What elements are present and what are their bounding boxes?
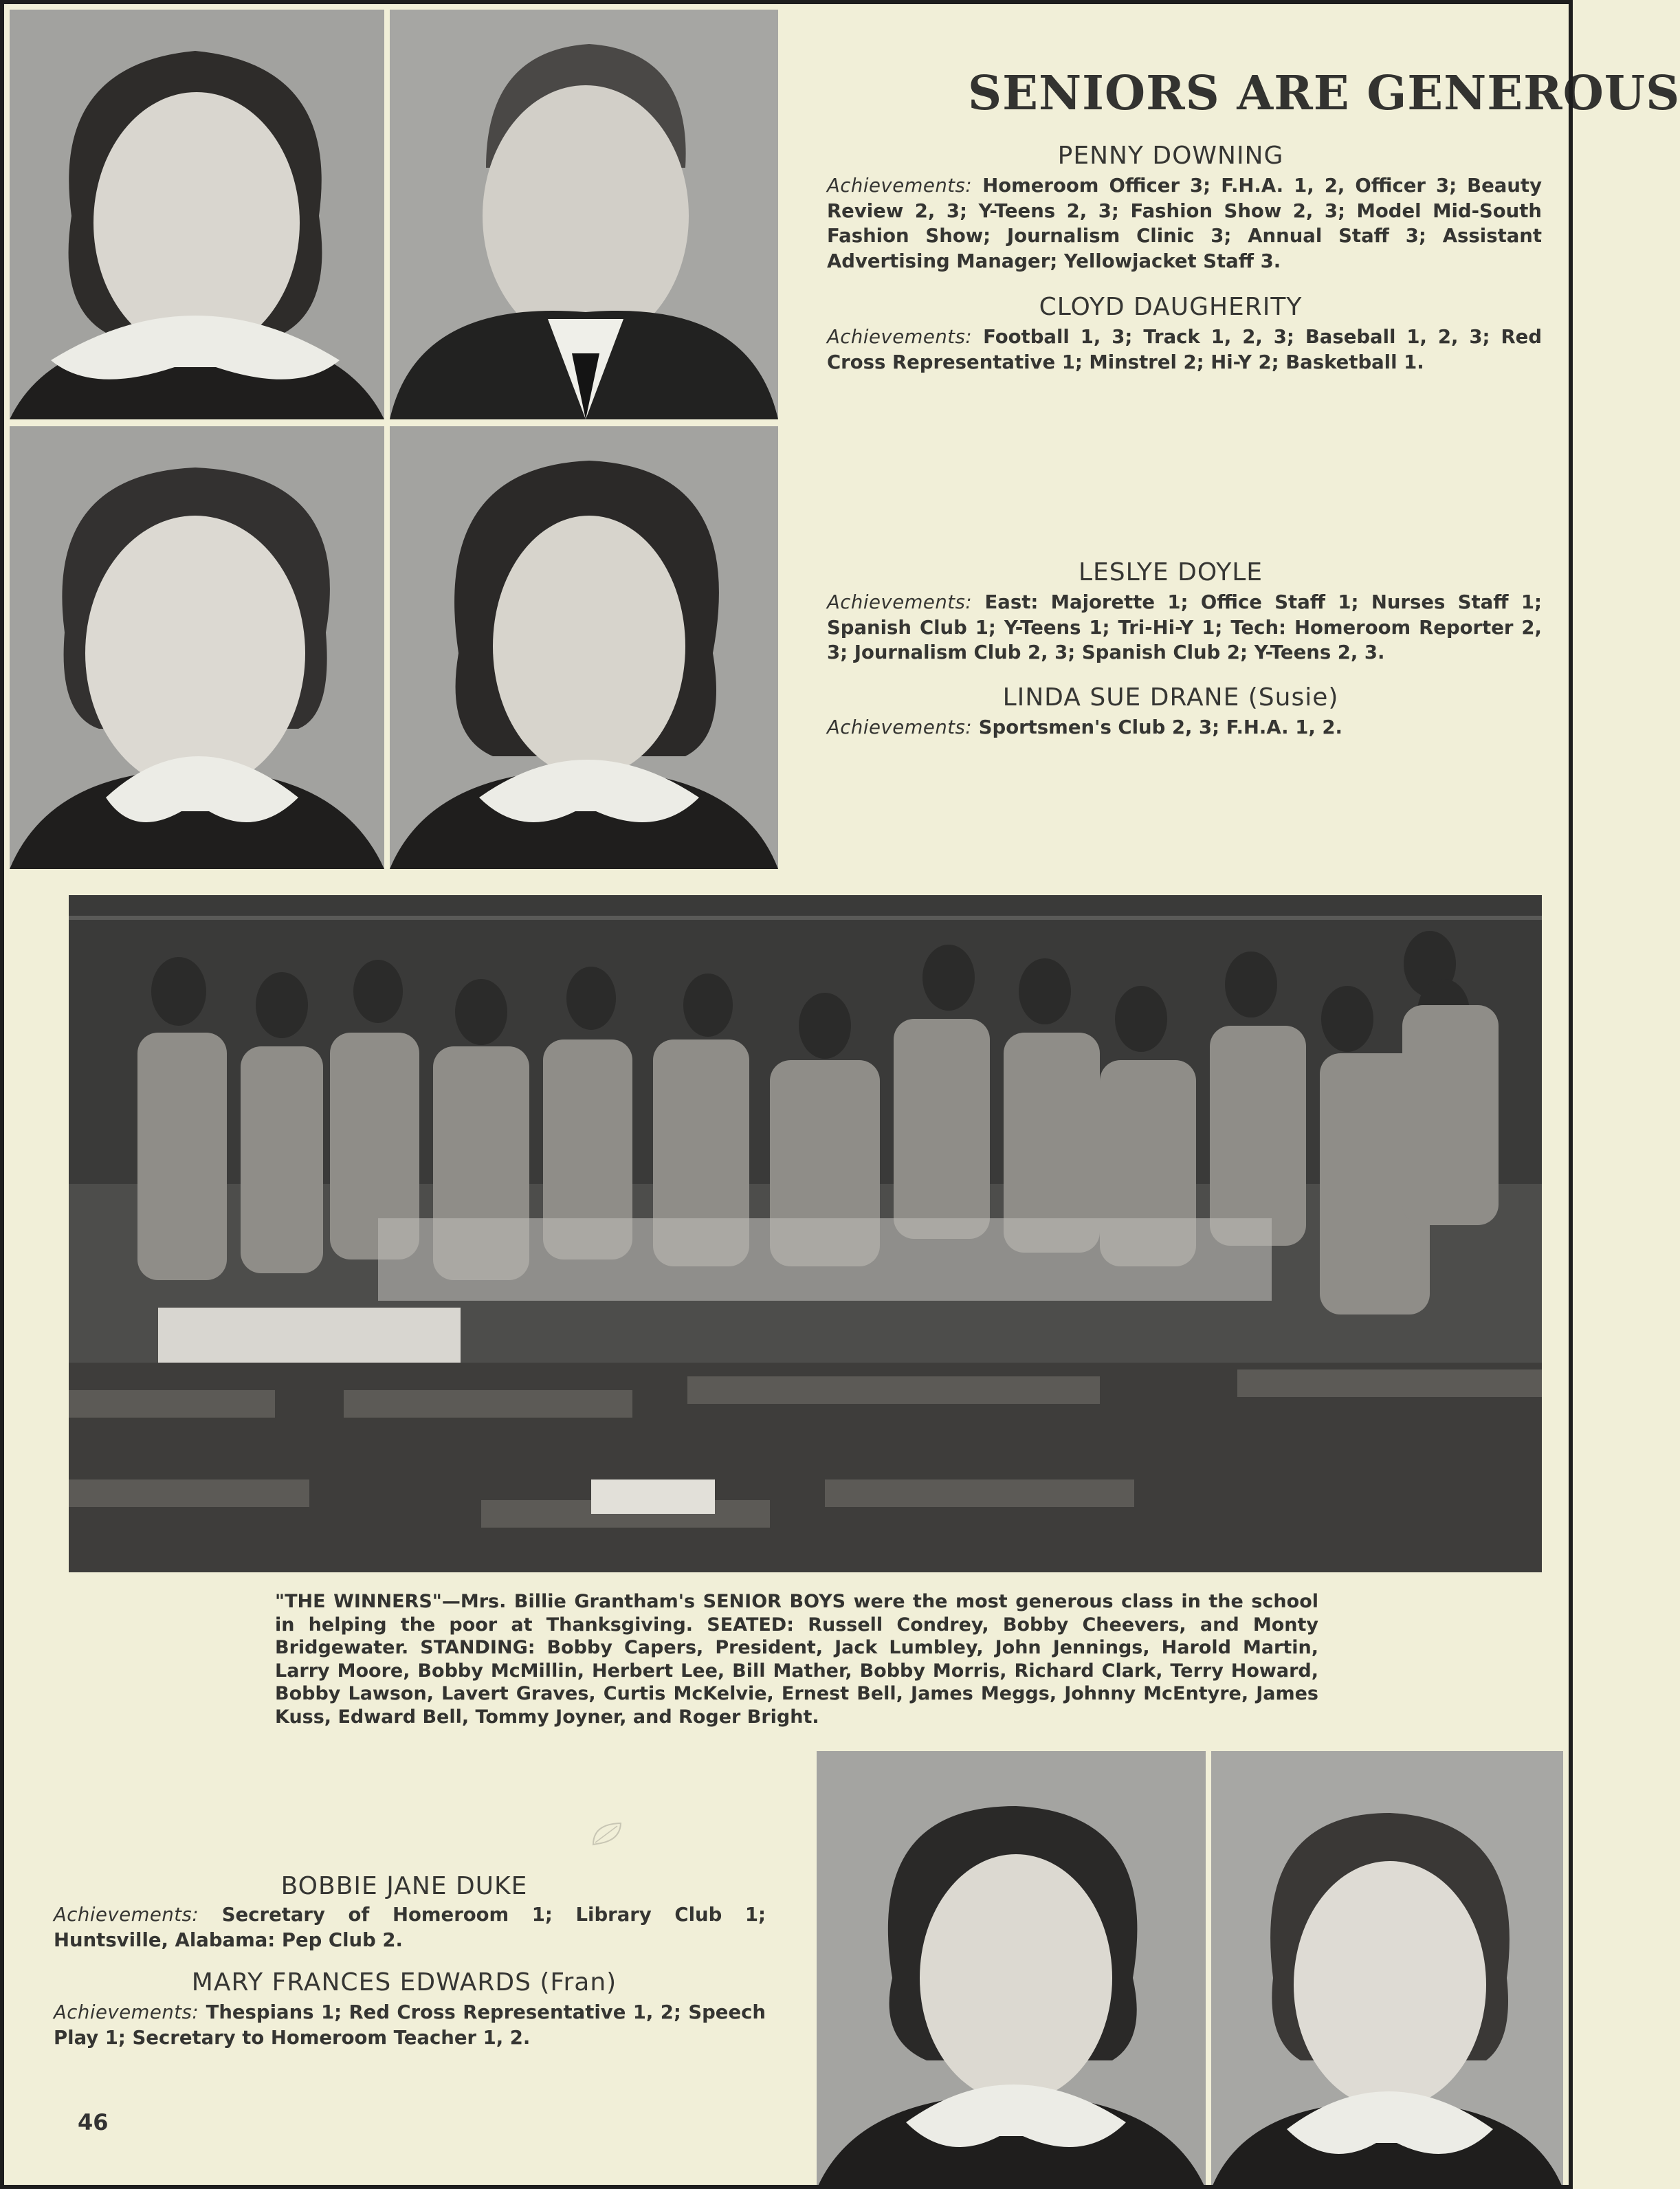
achievements-label: Achievements:	[54, 1904, 199, 1926]
senior-name-mary-frances-edwards: MARY FRANCES EDWARDS (Fran)	[191, 1968, 617, 1996]
senior-name-leslye-doyle: LESLYE DOYLE	[1079, 558, 1263, 586]
group-photo-caption: "THE WINNERS"—Mrs. Billie Grantham's SENIOR BOYS were the most generous class in the school in helping the poor at Thanksgiving. SEATED: Russell Condrey, Bobby Cheevers, and Monty Bridgewater. STANDING: Bobby Capers, President, Jack Lumbley, John Jennings, Harold Martin, Larry Moore, Bobby McMillin, Herbert Lee, Bill Mather, Bobby Morris, Richard Clark, Terry Howard, Bobby Lawson, Lavert Graves, Curtis McKelvie, Ernest Bell, James Meggs, Johnny McEntyre, James Kuss, Edward Bell, Tommy Joyner, and Roger Bright.	[275, 1591, 1318, 1728]
achievements-text: Secretary of Homeroom 1; Library Club 1; Huntsville, Alabama: Pep Club 2.	[54, 1904, 766, 1951]
page-title: SENIORS ARE GENEROUS	[968, 66, 1680, 121]
achievements-text: Homeroom Officer 3; F.H.A. 1, 2, Officer 3; Beauty Review 2, 3; Y-Teens 2, 3; Fashion Show 2, 3; Model Mid-South Fashion Show; Journalism Clinic 3; Annual Staff 3; Assistant Advertising Manager; Yellowjacket Staff 3.	[827, 175, 1542, 272]
achievements-label: Achievements:	[827, 716, 973, 738]
achievements-text: Sportsmen's Club 2, 3; F.H.A. 1, 2.	[978, 716, 1342, 738]
senior-name-cloyd-daugherity: CLOYD DAUGHERITY	[1039, 293, 1303, 321]
achievements-label: Achievements:	[54, 2001, 199, 2023]
achievements-label: Achievements:	[827, 175, 973, 197]
page-number: 46	[78, 2109, 109, 2135]
senior-name-linda-sue-drane: LINDA SUE DRANE (Susie)	[1002, 683, 1339, 712]
achievements-text: Football 1, 3; Track 1, 2, 3; Baseball 1, 2, 3; Red Cross Representative 1; Minstrel 2; Hi-Y 2; Basketball 1.	[827, 326, 1543, 373]
senior-name-penny-downing: PENNY DOWNING	[1057, 142, 1284, 170]
achievements-text: Thespians 1; Red Cross Representative 1, 2; Speech Play 1; Secretary to Homeroom Teacher 1, 2.	[54, 2001, 766, 2049]
achievements-text: East: Majorette 1; Office Staff 1; Nurses Staff 1; Spanish Club 1; Y-Teens 1; Tri-Hi-Y 1; Tech: Homeroom Reporter 2, 3; Journalism Club 2, 3; Spanish Club 2; Y-Teens 2, 3.	[827, 591, 1542, 663]
achievements-label: Achievements:	[827, 591, 973, 613]
senior-name-bobbie-jane-duke: BOBBIE JANE DUKE	[280, 1872, 528, 1900]
achievements-label: Achievements:	[827, 326, 973, 348]
